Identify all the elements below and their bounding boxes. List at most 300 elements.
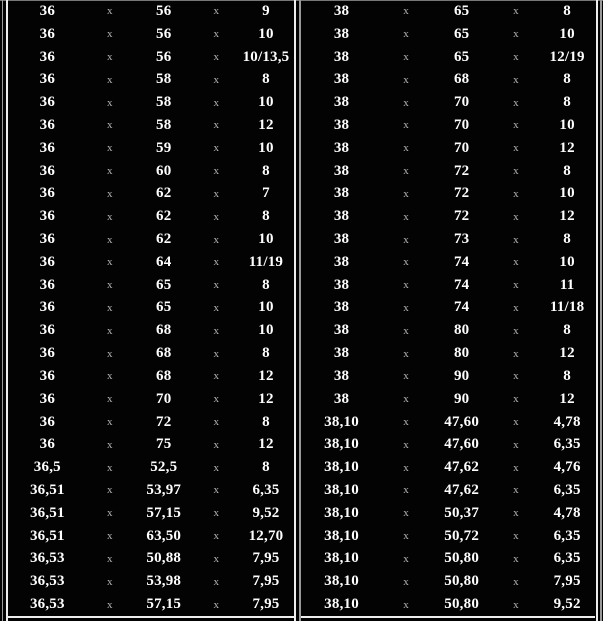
dimension-value: 53,98 <box>146 573 182 590</box>
table-row <box>9 502 293 525</box>
left-border-outer <box>2 0 3 621</box>
dimension-value: 8 <box>262 345 270 362</box>
left-border-inner <box>6 0 8 621</box>
multiply-separator: x <box>403 28 409 41</box>
dimension-value: 10 <box>258 94 274 111</box>
multiply-separator: x <box>513 484 519 497</box>
bottom-rule-left <box>8 616 294 618</box>
dimension-value: 10 <box>559 253 575 270</box>
dimension-value: 4,78 <box>553 413 581 430</box>
multiply-separator: x <box>513 416 519 429</box>
dimension-value: 36,53 <box>29 573 65 590</box>
multiply-separator: x <box>403 552 409 565</box>
multiply-separator: x <box>403 461 409 474</box>
multiply-separator: x <box>213 51 220 64</box>
multiply-separator: x <box>107 210 113 223</box>
dimension-value: 63,50 <box>146 527 182 544</box>
table-row <box>9 365 293 388</box>
dimension-value: 50,80 <box>444 596 480 613</box>
dimension-value: 50,80 <box>444 573 480 590</box>
multiply-separator: x <box>513 530 519 543</box>
dimension-value: 10 <box>258 231 274 248</box>
multiply-separator: x <box>403 484 409 497</box>
table-row <box>302 160 595 183</box>
multiply-separator: x <box>213 73 220 86</box>
dimension-value: 38 <box>333 390 350 407</box>
dimension-value: 90 <box>453 367 470 384</box>
dimension-value: 8 <box>563 2 571 19</box>
dimension-value: 8 <box>262 276 270 293</box>
table-row <box>302 342 595 365</box>
dimension-value: 36,51 <box>29 481 65 498</box>
multiply-separator: x <box>213 187 220 200</box>
table-row <box>9 46 293 69</box>
dimension-value: 72 <box>453 162 470 179</box>
dimension-value: 56 <box>156 2 172 19</box>
multiply-separator: x <box>513 598 519 611</box>
multiply-separator: x <box>107 393 113 406</box>
table-row <box>9 297 293 320</box>
dimension-value: 4,78 <box>553 504 581 521</box>
dimension-value: 60 <box>156 162 172 179</box>
dimension-value: 68 <box>156 322 172 339</box>
dimension-value: 36 <box>39 25 56 42</box>
dimension-value: 65 <box>156 299 172 316</box>
dimension-value: 90 <box>453 390 470 407</box>
multiply-separator: x <box>107 416 113 429</box>
dimension-value: 36 <box>39 162 56 179</box>
table-row <box>9 251 293 274</box>
dimension-value: 11 <box>559 276 575 293</box>
dimension-value: 7,95 <box>553 573 581 590</box>
dimension-value: 10/13,5 <box>242 48 290 65</box>
dimension-value: 70 <box>453 139 470 156</box>
multiply-separator: x <box>107 142 113 155</box>
dimension-value: 38 <box>333 208 350 225</box>
center-divider-left <box>294 0 296 621</box>
dimension-value: 12 <box>559 139 575 156</box>
multiply-separator: x <box>513 165 519 178</box>
dimension-value: 47,60 <box>444 413 480 430</box>
table-row <box>9 570 293 593</box>
dimension-value: 7,95 <box>252 596 280 613</box>
table-row <box>9 23 293 46</box>
multiply-separator: x <box>213 575 220 588</box>
dimension-value: 10 <box>559 25 575 42</box>
dimension-value: 38 <box>333 345 350 362</box>
dimension-value: 12 <box>559 345 575 362</box>
multiply-separator: x <box>513 51 519 64</box>
multiply-separator: x <box>107 301 113 314</box>
multiply-separator: x <box>213 5 220 18</box>
right-column-panel <box>302 0 595 616</box>
multiply-separator: x <box>403 393 409 406</box>
dimension-value: 36 <box>39 322 56 339</box>
multiply-separator: x <box>403 279 409 292</box>
multiply-separator: x <box>403 347 409 360</box>
dimension-value: 65 <box>453 2 470 19</box>
multiply-separator: x <box>107 484 113 497</box>
multiply-separator: x <box>403 210 409 223</box>
multiply-separator: x <box>107 96 113 109</box>
dimension-value: 68 <box>156 367 172 384</box>
dimension-value: 36 <box>39 253 56 270</box>
multiply-separator: x <box>513 301 519 314</box>
multiply-separator: x <box>403 187 409 200</box>
multiply-separator: x <box>403 324 409 337</box>
dimension-value: 47,62 <box>444 459 480 476</box>
table-row <box>9 433 293 456</box>
dimension-value: 56 <box>156 25 172 42</box>
dimension-value: 56 <box>156 48 172 65</box>
dimension-value: 80 <box>453 345 470 362</box>
multiply-separator: x <box>513 324 519 337</box>
dimension-value: 80 <box>453 322 470 339</box>
dimension-value: 12 <box>258 390 274 407</box>
dimension-value: 12 <box>559 208 575 225</box>
dimension-value: 7,95 <box>252 573 280 590</box>
dimension-value: 8 <box>262 208 270 225</box>
dimension-value: 70 <box>453 116 470 133</box>
multiply-separator: x <box>107 438 113 451</box>
dimension-value: 74 <box>453 276 470 293</box>
dimension-value: 10 <box>258 322 274 339</box>
dimension-value: 36 <box>39 345 56 362</box>
multiply-separator: x <box>513 73 519 86</box>
table-row <box>302 525 595 548</box>
dimension-value: 38 <box>333 322 350 339</box>
table-row <box>302 23 595 46</box>
multiply-separator: x <box>513 187 519 200</box>
dimension-value: 8 <box>563 162 571 179</box>
dimension-value: 72 <box>453 185 470 202</box>
multiply-separator: x <box>107 552 113 565</box>
table-row <box>302 91 595 114</box>
multiply-separator: x <box>107 324 113 337</box>
dimension-value: 10 <box>559 185 575 202</box>
dimension-value: 36 <box>39 299 56 316</box>
dimension-value: 6,35 <box>553 550 581 567</box>
multiply-separator: x <box>403 256 409 269</box>
dimension-value: 12/19 <box>549 48 585 65</box>
multiply-separator: x <box>403 507 409 520</box>
dimension-value: 36 <box>39 48 56 65</box>
dimension-value: 38,10 <box>324 573 359 590</box>
multiply-separator: x <box>213 598 220 611</box>
dimension-value: 36 <box>39 367 56 384</box>
dimension-value: 8 <box>563 94 571 111</box>
dimension-value: 38 <box>333 48 350 65</box>
table-row <box>302 593 595 616</box>
dimension-value: 38,10 <box>324 527 359 544</box>
table-row <box>9 137 293 160</box>
left-column-panel <box>9 0 293 616</box>
dimension-value: 38 <box>333 299 350 316</box>
multiply-separator: x <box>513 279 519 292</box>
table-row <box>9 160 293 183</box>
dimension-value: 10 <box>258 139 274 156</box>
dimension-value: 50,88 <box>146 550 182 567</box>
dimension-value: 36 <box>39 116 56 133</box>
multiply-separator: x <box>513 507 519 520</box>
dimension-value: 6,35 <box>553 481 581 498</box>
table-row <box>9 319 293 342</box>
dimension-value: 36 <box>39 139 56 156</box>
dimension-value: 74 <box>453 299 470 316</box>
dimension-value: 38,10 <box>324 550 359 567</box>
dimension-value: 36,53 <box>29 550 65 567</box>
dimension-value: 52,5 <box>150 459 178 476</box>
dimension-value: 36 <box>39 276 56 293</box>
multiply-separator: x <box>513 142 519 155</box>
dimension-value: 38,10 <box>324 413 359 430</box>
dimension-value: 4,76 <box>553 459 581 476</box>
dimension-value: 8 <box>262 413 270 430</box>
table-row <box>302 411 595 434</box>
dimension-value: 12,70 <box>248 527 284 544</box>
multiply-separator: x <box>107 256 113 269</box>
dimension-value: 70 <box>453 94 470 111</box>
table-row <box>302 548 595 571</box>
multiply-separator: x <box>107 279 113 292</box>
dimension-value: 11/18 <box>549 299 585 316</box>
multiply-separator: x <box>213 165 220 178</box>
multiply-separator: x <box>107 598 113 611</box>
dimension-value: 8 <box>262 71 270 88</box>
dimension-value: 38 <box>333 162 350 179</box>
dimension-value: 12 <box>258 367 274 384</box>
multiply-separator: x <box>213 96 220 109</box>
center-divider-right <box>299 0 301 621</box>
multiply-separator: x <box>107 530 113 543</box>
table-row <box>9 0 293 23</box>
dimension-value: 65 <box>453 48 470 65</box>
dimension-value: 36 <box>39 390 56 407</box>
multiply-separator: x <box>513 370 519 383</box>
table-row <box>302 502 595 525</box>
dimension-value: 6,35 <box>553 527 581 544</box>
multiply-separator: x <box>213 324 220 337</box>
multiply-separator: x <box>107 575 113 588</box>
dimension-value: 72 <box>453 208 470 225</box>
multiply-separator: x <box>213 210 220 223</box>
table-row <box>9 205 293 228</box>
multiply-separator: x <box>513 119 519 132</box>
table-row <box>9 548 293 571</box>
dimension-value: 50,37 <box>444 504 480 521</box>
dimension-value: 58 <box>156 71 172 88</box>
multiply-separator: x <box>403 142 409 155</box>
dimension-value: 38,10 <box>324 436 359 453</box>
multiply-separator: x <box>107 5 113 18</box>
table-row <box>302 114 595 137</box>
table-row <box>302 570 595 593</box>
multiply-separator: x <box>107 73 113 86</box>
dimension-value: 36,5 <box>33 459 61 476</box>
dimension-value: 7,95 <box>252 550 280 567</box>
table-row <box>302 297 595 320</box>
dimension-value: 38 <box>333 185 350 202</box>
multiply-separator: x <box>403 119 409 132</box>
dimension-value: 38,10 <box>324 596 359 613</box>
dimension-value: 65 <box>453 25 470 42</box>
table-row <box>302 479 595 502</box>
dimension-value: 36 <box>39 231 56 248</box>
dimension-value: 62 <box>156 231 172 248</box>
table-row <box>302 46 595 69</box>
table-row <box>302 433 595 456</box>
multiply-separator: x <box>403 51 409 64</box>
multiply-separator: x <box>403 5 409 18</box>
dimension-value: 11/19 <box>248 253 284 270</box>
dimension-value: 38,10 <box>324 459 359 476</box>
dimension-value: 9,52 <box>252 504 280 521</box>
dimension-value: 57,15 <box>146 504 182 521</box>
multiply-separator: x <box>513 233 519 246</box>
multiply-separator: x <box>107 119 113 132</box>
dimension-value: 38,10 <box>324 481 359 498</box>
multiply-separator: x <box>513 210 519 223</box>
dimension-value: 38 <box>333 116 350 133</box>
multiply-separator: x <box>513 347 519 360</box>
dimension-value: 10 <box>258 25 274 42</box>
dimension-value: 64 <box>156 253 172 270</box>
table-row <box>302 137 595 160</box>
dimension-value: 36 <box>39 413 56 430</box>
multiply-separator: x <box>107 187 113 200</box>
dimension-value: 38 <box>333 94 350 111</box>
multiply-separator: x <box>213 119 220 132</box>
dimension-value: 68 <box>453 71 470 88</box>
multiply-separator: x <box>403 438 409 451</box>
multiply-separator: x <box>107 461 113 474</box>
dimension-value: 8 <box>262 162 270 179</box>
multiply-separator: x <box>213 233 220 246</box>
dimension-value: 59 <box>156 139 172 156</box>
multiply-separator: x <box>513 575 519 588</box>
dimension-value: 10 <box>559 116 575 133</box>
dimension-value: 36 <box>39 94 56 111</box>
multiply-separator: x <box>403 73 409 86</box>
multiply-separator: x <box>403 416 409 429</box>
multiply-separator: x <box>513 438 519 451</box>
table-row <box>9 68 293 91</box>
table-row <box>302 319 595 342</box>
dimension-value: 38 <box>333 367 350 384</box>
table-row <box>9 593 293 616</box>
table-row <box>302 205 595 228</box>
multiply-separator: x <box>213 301 220 314</box>
multiply-separator: x <box>403 301 409 314</box>
dimension-value: 38 <box>333 139 350 156</box>
dimension-value: 75 <box>156 436 172 453</box>
dimension-value: 65 <box>156 276 172 293</box>
table-row <box>302 388 595 411</box>
multiply-separator: x <box>513 461 519 474</box>
table-row <box>9 274 293 297</box>
table-row <box>302 228 595 251</box>
table-row <box>9 456 293 479</box>
dimension-value: 8 <box>563 231 571 248</box>
dimension-value: 36 <box>39 436 56 453</box>
table-row <box>9 228 293 251</box>
multiply-separator: x <box>403 575 409 588</box>
multiply-separator: x <box>403 598 409 611</box>
dimension-value: 36,53 <box>29 596 65 613</box>
dimension-value: 53,97 <box>146 481 182 498</box>
table-row <box>9 183 293 206</box>
dimension-value: 12 <box>258 436 274 453</box>
dimension-value: 38 <box>333 25 350 42</box>
dimension-value: 57,15 <box>146 596 182 613</box>
table-row <box>302 183 595 206</box>
table-row <box>9 411 293 434</box>
multiply-separator: x <box>513 96 519 109</box>
multiply-separator: x <box>107 347 113 360</box>
dimension-value: 8 <box>563 71 571 88</box>
dimension-value: 38 <box>333 276 350 293</box>
table-row <box>9 479 293 502</box>
table-row <box>302 365 595 388</box>
multiply-separator: x <box>213 28 220 41</box>
multiply-separator: x <box>107 165 113 178</box>
multiply-separator: x <box>213 416 220 429</box>
dimension-value: 74 <box>453 253 470 270</box>
multiply-separator: x <box>107 507 113 520</box>
dimension-value: 73 <box>453 231 470 248</box>
multiply-separator: x <box>213 552 220 565</box>
multiply-separator: x <box>107 233 113 246</box>
multiply-separator: x <box>403 96 409 109</box>
table-row <box>302 68 595 91</box>
multiply-separator: x <box>213 370 220 383</box>
dimension-value: 38 <box>333 231 350 248</box>
table-row <box>302 456 595 479</box>
table-row <box>302 251 595 274</box>
table-row <box>9 388 293 411</box>
multiply-separator: x <box>213 507 220 520</box>
table-row <box>9 114 293 137</box>
multiply-separator: x <box>107 28 113 41</box>
dimension-value: 9,52 <box>553 596 581 613</box>
dimension-value: 47,62 <box>444 481 480 498</box>
dimension-value: 36 <box>39 2 56 19</box>
table-row <box>9 91 293 114</box>
dimension-value: 9 <box>262 2 270 19</box>
dimension-value: 70 <box>156 390 172 407</box>
multiply-separator: x <box>213 347 220 360</box>
multiply-separator: x <box>213 393 220 406</box>
multiply-separator: x <box>513 393 519 406</box>
dimension-value: 8 <box>262 459 270 476</box>
multiply-separator: x <box>213 279 220 292</box>
dimension-value: 38,10 <box>324 504 359 521</box>
dimension-value: 58 <box>156 116 172 133</box>
multiply-separator: x <box>213 461 220 474</box>
dimension-value: 68 <box>156 345 172 362</box>
multiply-separator: x <box>513 256 519 269</box>
multiply-separator: x <box>403 530 409 543</box>
dimension-value: 50,72 <box>444 527 480 544</box>
multiply-separator: x <box>403 370 409 383</box>
multiply-separator: x <box>513 28 519 41</box>
dimension-value: 62 <box>156 185 172 202</box>
right-border-inner <box>596 0 598 621</box>
multiply-separator: x <box>213 142 220 155</box>
right-border-outer <box>600 0 602 621</box>
dimension-value: 6,35 <box>553 436 581 453</box>
dimension-value: 6,35 <box>252 481 280 498</box>
